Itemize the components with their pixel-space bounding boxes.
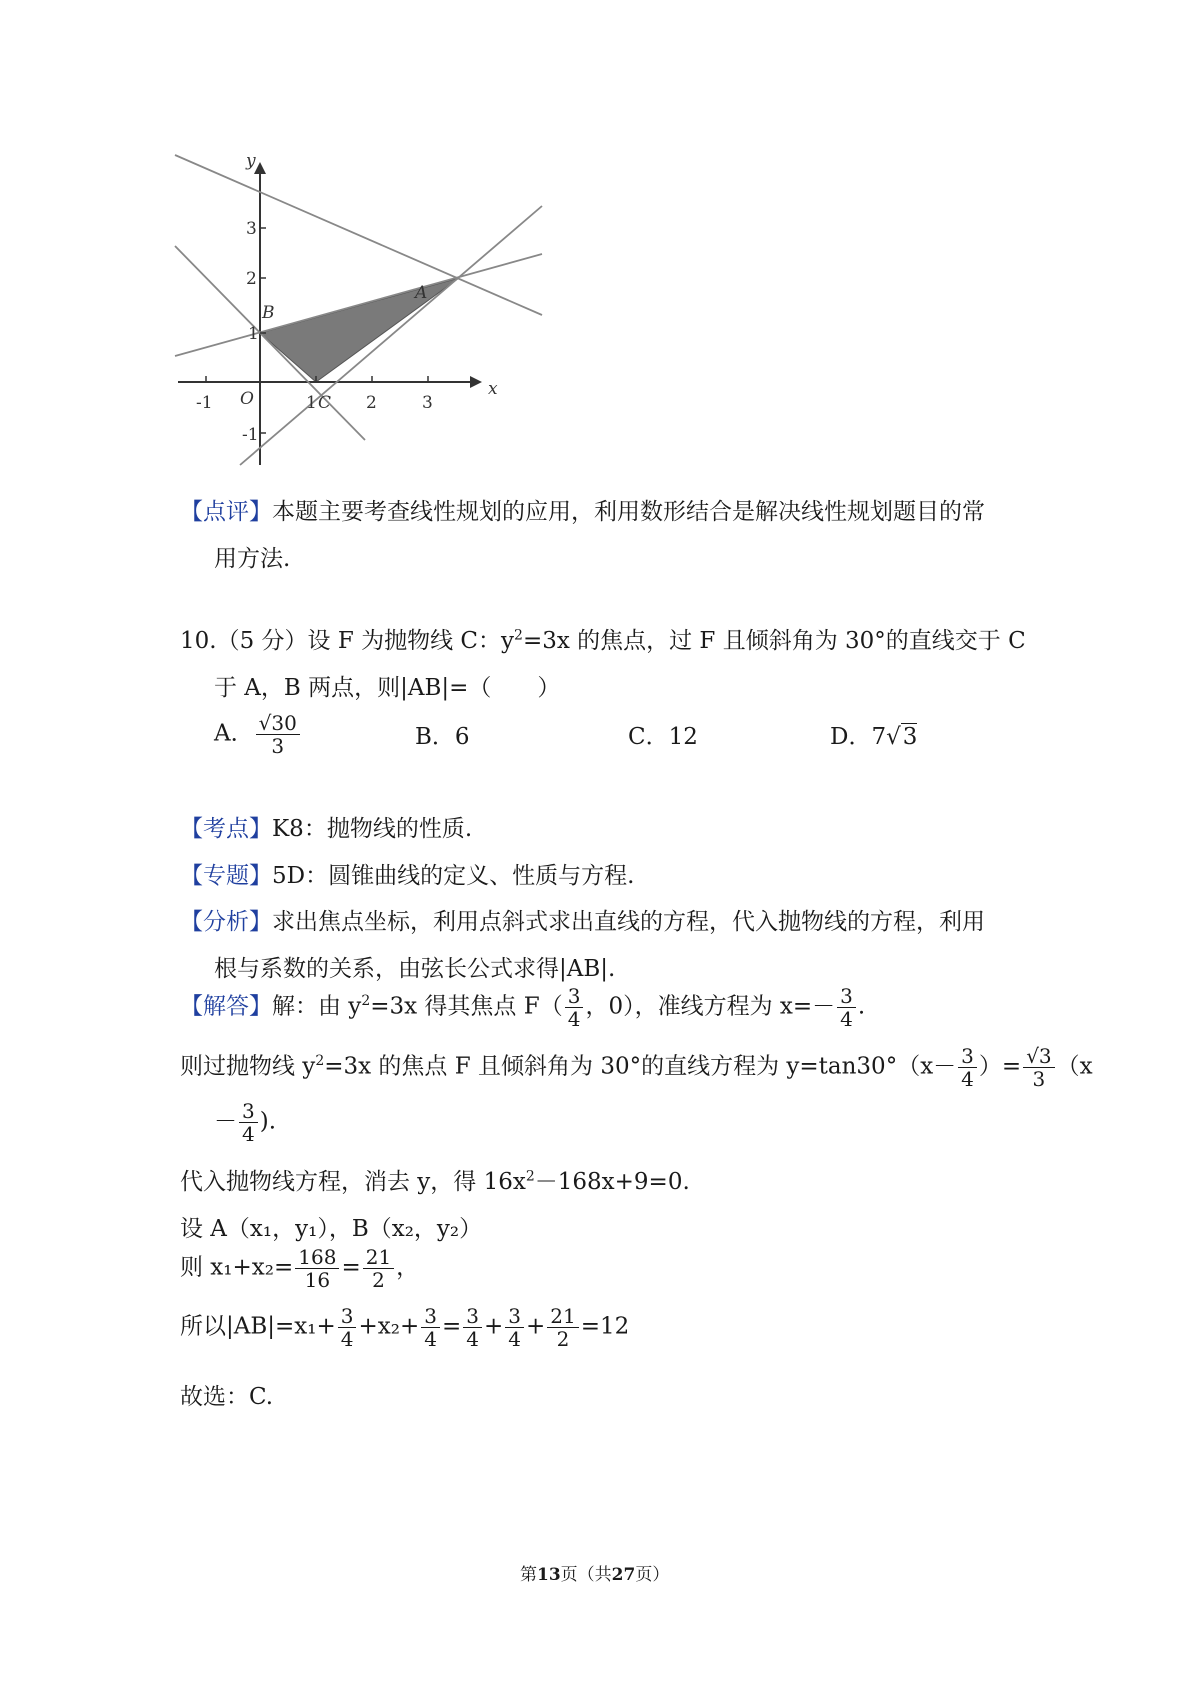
jieda-line4: 代入抛物线方程，消去 y，得 $16x^2-168x+9=0$.	[180, 1168, 690, 1195]
jieda-l1c: ，0），准线方程为 x=－	[585, 993, 836, 1020]
frac-num: √3	[1023, 1045, 1054, 1068]
footer-total: 27	[611, 1565, 636, 1585]
option-a[interactable]	[214, 712, 302, 757]
jieda-l7e: +	[483, 1313, 504, 1340]
frac-den: 3	[1032, 1067, 1046, 1091]
frac-num: 3	[421, 1305, 440, 1328]
frac-num: 21	[547, 1305, 578, 1328]
frac-num: 3	[958, 1045, 977, 1068]
frac-den: 4	[424, 1327, 437, 1351]
kaodian-text: K8：抛物线的性质.	[272, 816, 473, 842]
jieda-line5: 设 A（x₁，y₁），B（x₂，y₂）	[180, 1216, 483, 1242]
x-tick-3: 3	[422, 393, 433, 413]
frac-num: 3	[338, 1305, 357, 1328]
question-abs: AB	[407, 675, 442, 701]
frac-den: 4	[961, 1067, 974, 1091]
jieda-l2a: 则过抛物线 y	[180, 1053, 316, 1080]
zhuanti	[180, 857, 634, 890]
jieda-l7abs: AB	[233, 1313, 268, 1340]
y-tick-1: 1	[248, 324, 259, 344]
frac-den: 4	[508, 1327, 521, 1351]
jieda-l3a: －	[214, 1108, 237, 1135]
frac-den: 4	[840, 1007, 853, 1031]
jieda-l2d: （x	[1056, 1053, 1093, 1080]
fenxi-tag: 【分析】	[180, 909, 272, 935]
jieda-l7a: 所以	[180, 1313, 226, 1340]
option-a-num: √30	[256, 712, 300, 735]
footer-mid: 页（共	[560, 1565, 612, 1585]
frac-den: 4	[242, 1122, 255, 1146]
frac-den: 4	[567, 1007, 581, 1031]
comment-line2: 用方法.	[214, 546, 291, 572]
jieda-l7d: =	[441, 1313, 462, 1340]
jieda-line7: 所以|AB|=x₁+ $\frac{3}{4}$ +x₂+ $\frac{3}{4}$ = $\frac{3}{4}$ + $\frac{3}{4}$ + $\frac{21}{2}$ =12	[180, 1304, 630, 1351]
jieda-line1: 【解答】解：由 $y^2=3x$ 得其焦点 F（ $\frac{3}{4}$ ，0），准线方程为 x=－ $\frac{3}{4}$ .	[180, 984, 866, 1031]
jieda-l1a: 解：由 y	[272, 993, 362, 1020]
jieda-tag: 【解答】	[180, 993, 272, 1020]
option-a-den: 3	[271, 734, 285, 758]
jieda-l4a: 代入抛物线方程，消去 y，得 16x	[180, 1169, 526, 1195]
jieda-l6b: =	[341, 1254, 361, 1281]
feasible-region	[260, 278, 459, 382]
jieda-line6	[180, 1246, 419, 1291]
fenxi-line2-text: 根与系数的关系，由弦长公式求得	[214, 956, 559, 982]
jieda-l6c: ，	[396, 1254, 420, 1281]
option-c[interactable]: C．12	[628, 724, 698, 750]
jieda-l3b: ).	[259, 1108, 277, 1135]
option-b[interactable]: B．6	[415, 724, 470, 750]
frac-den: 4	[466, 1327, 479, 1351]
jieda-l7c: +x₂+	[358, 1313, 420, 1340]
jieda-l4b: －168x+9=0.	[534, 1169, 690, 1195]
question-line1	[180, 622, 1026, 655]
frac-num: 3	[463, 1305, 482, 1328]
question-sup: 2	[514, 627, 523, 644]
comment-line1	[180, 493, 985, 526]
y-arrow	[254, 162, 266, 174]
frac-num: 3	[505, 1305, 524, 1328]
question-line2: 于 A，B 两点，则|AB|=（ ）	[214, 675, 561, 701]
frac-den: 16	[304, 1268, 331, 1292]
frac-den: 4	[340, 1327, 354, 1351]
fenxi-line1	[180, 903, 985, 936]
footer-page: 13	[537, 1565, 561, 1585]
comment-text: 本题主要考查线性规划的应用，利用数形结合是解决线性规划题目的常	[272, 499, 985, 525]
option-d-label: D．7	[830, 724, 887, 750]
y-tick-2: 2	[246, 269, 257, 289]
jieda-l1d: .	[857, 993, 866, 1020]
y-tick-neg1: -1	[242, 425, 259, 445]
question-line2-end: =（ ）	[449, 675, 561, 701]
zhuanti-text: 5D：圆锥曲线的定义、性质与方程.	[272, 863, 635, 889]
frac-den: 2	[556, 1327, 570, 1351]
fenxi-abs: AB	[566, 956, 601, 982]
option-d[interactable]: D．7√3	[830, 724, 918, 750]
point-c-label: C	[318, 393, 332, 413]
x-axis-label: x	[488, 379, 498, 399]
frac-num: 21	[363, 1246, 394, 1269]
question-mid: =3x 的焦点，过 F 且倾斜角为 30°的直线交于 C	[522, 628, 1026, 654]
jieda-l2c: ）=	[978, 1053, 1022, 1080]
footer-post: 页）	[635, 1565, 670, 1585]
jieda-line2: 则过抛物线 $y^2=3x$ 的焦点 F 且倾斜角为 30°的直线方程为 y=tan30°（x－ $\frac{3}{4}$ ）= $\frac{√3}{3}$ （x	[180, 1044, 1093, 1091]
frac-num: 168	[295, 1246, 339, 1269]
kaodian-tag: 【考点】	[180, 816, 272, 842]
comment-tag: 【点评】	[180, 499, 272, 525]
jieda-l7g: =12	[580, 1313, 630, 1340]
x-arrow	[470, 376, 482, 388]
fenxi-text: 求出焦点坐标，利用点斜式求出直线的方程，代入抛物线的方程，利用	[272, 909, 985, 935]
jieda-l2b: =3x 的焦点 F 且倾斜角为 30°的直线方程为 y=tan30°（x－	[324, 1053, 957, 1080]
question-line2-text: 于 A，B 两点，则	[214, 675, 401, 701]
x-tick-1: 1	[306, 393, 317, 413]
jieda-l1b: =3x 得其焦点 F（	[370, 993, 563, 1020]
fenxi-end: .	[608, 956, 616, 982]
fenxi-line2: 根与系数的关系，由弦长公式求得|AB|.	[214, 956, 616, 982]
frac-num: 3	[239, 1100, 258, 1123]
frac-num: 3	[565, 985, 584, 1008]
jieda-l6a: 则 x₁+x₂=	[180, 1254, 294, 1281]
origin-label: O	[240, 389, 254, 409]
jieda-line8: 故选：C.	[180, 1384, 274, 1410]
kaodian	[180, 810, 472, 843]
frac-num: 3	[837, 985, 856, 1008]
zhuanti-tag: 【专题】	[180, 863, 272, 889]
option-a-label: A．	[214, 720, 254, 747]
point-b-label: B	[262, 303, 275, 323]
jieda-l7b: =x₁+	[275, 1313, 336, 1340]
jieda-line3	[214, 1100, 276, 1145]
footer-pre: 第	[520, 1565, 537, 1585]
jieda-l7f: +	[525, 1313, 546, 1340]
x-tick-neg1: -1	[196, 393, 213, 413]
line-upper	[175, 155, 542, 315]
question-prefix: 10.（5 分）设 F 为抛物线 C：y	[180, 628, 515, 654]
linear-programming-graph	[170, 150, 550, 520]
y-axis-label: y	[246, 151, 256, 171]
x-tick-2: 2	[366, 393, 377, 413]
point-a-label: A	[415, 283, 428, 303]
option-d-rad: 3	[902, 724, 918, 750]
frac-den: 2	[372, 1268, 385, 1292]
y-tick-3: 3	[246, 219, 257, 239]
page-footer	[520, 1560, 669, 1585]
